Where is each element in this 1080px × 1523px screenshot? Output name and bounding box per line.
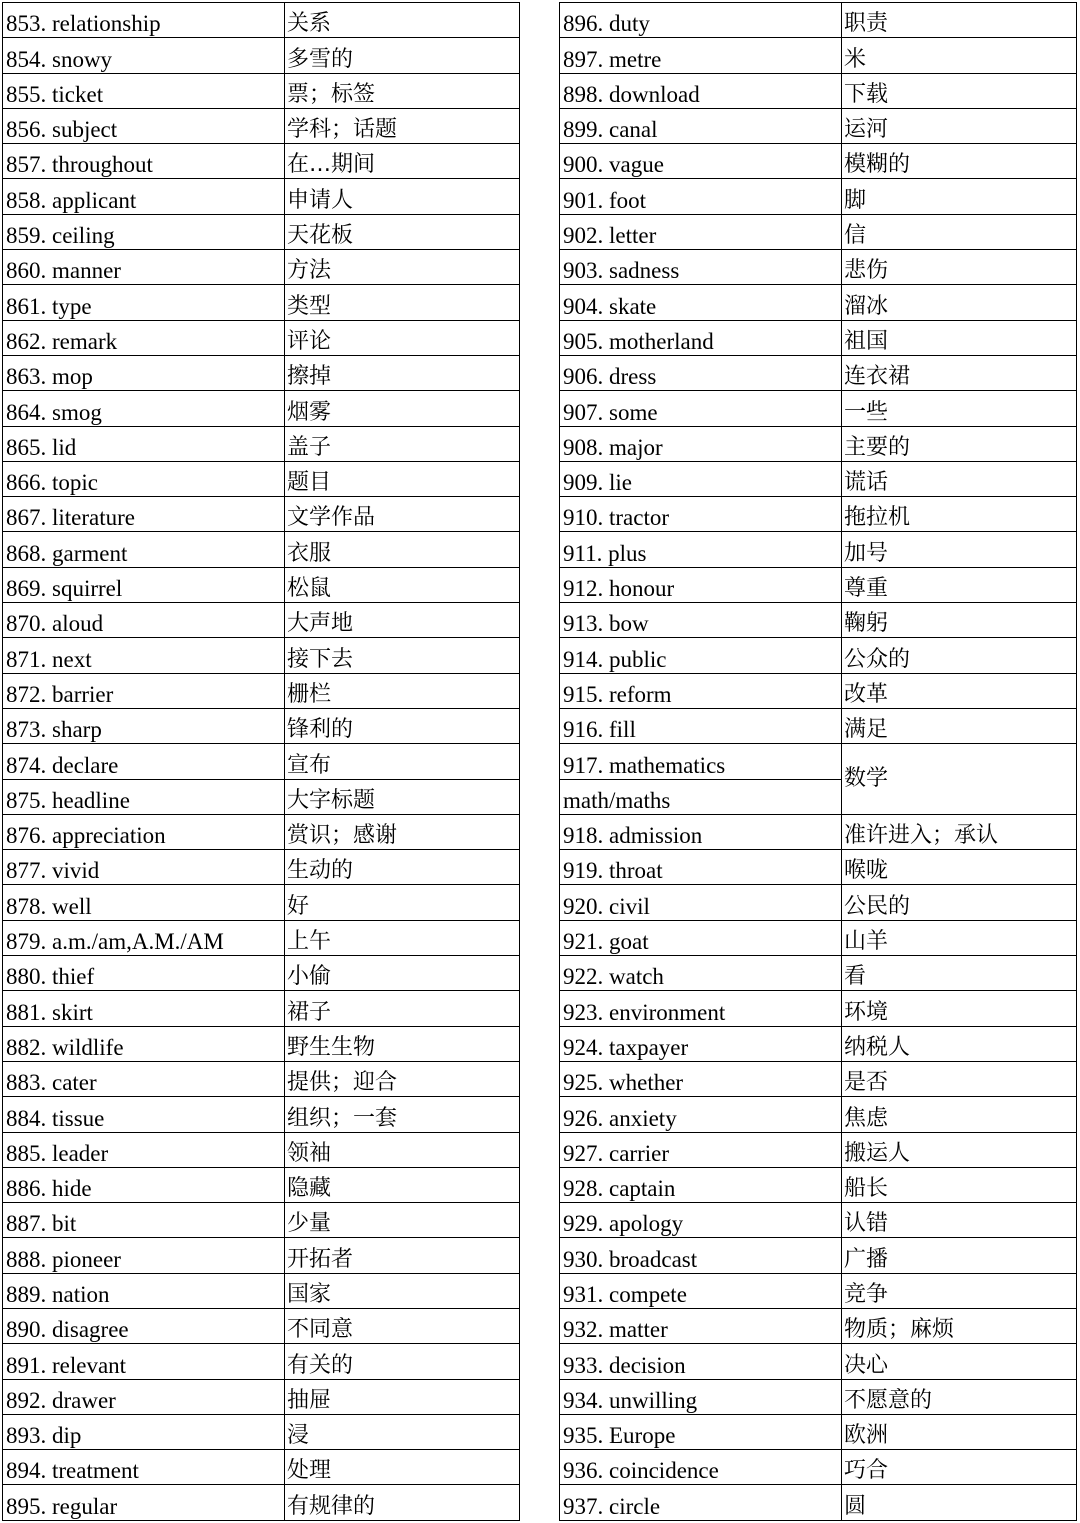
vocab-word: 900. vague [560, 144, 842, 179]
vocab-meaning: 宣布 [285, 744, 520, 779]
vocab-word: 923. environment [560, 991, 842, 1026]
vocab-word: 908. major [560, 426, 842, 461]
vocab-word: 915. reform [560, 673, 842, 708]
vocab-meaning: 好 [285, 885, 520, 920]
vocab-word: 931. compete [560, 1273, 842, 1308]
vocab-word: 899. canal [560, 108, 842, 143]
vocab-row [560, 285, 1077, 320]
vocab-meaning: 野生生物 [285, 1026, 520, 1061]
vocab-meaning: 谎话 [842, 461, 1077, 496]
vocab-word: 871. next [3, 638, 285, 673]
vocab-word: 895. regular [3, 1485, 285, 1520]
vocab-word: 872. barrier [3, 673, 285, 708]
vocab-word: 934. unwilling [560, 1379, 842, 1414]
vocab-word: 858. applicant [3, 179, 285, 214]
vocab-word: 877. vivid [3, 850, 285, 885]
vocab-meaning: 欧洲 [842, 1414, 1077, 1449]
vocab-row [560, 73, 1077, 108]
vocab-row [560, 850, 1077, 885]
vocab-word: 890. disagree [3, 1308, 285, 1343]
vocab-row [3, 1414, 520, 1449]
vocab-meaning: 巧合 [842, 1450, 1077, 1485]
vocab-word: 892. drawer [3, 1379, 285, 1414]
vocab-meaning: 物质；麻烦 [842, 1308, 1077, 1343]
vocab-word: 867. literature [3, 497, 285, 532]
vocab-meaning: 下载 [842, 73, 1077, 108]
vocab-meaning: 认错 [842, 1203, 1077, 1238]
vocab-meaning: 抽屉 [285, 1379, 520, 1414]
vocab-row [3, 391, 520, 426]
vocab-row [3, 885, 520, 920]
vocab-row [560, 1344, 1077, 1379]
vocab-row [3, 355, 520, 390]
vocab-word: 920. civil [560, 885, 842, 920]
vocab-word: 884. tissue [3, 1097, 285, 1132]
vocab-row [560, 532, 1077, 567]
vocab-word-line2: math/maths [560, 779, 842, 814]
vocab-row [560, 1485, 1077, 1520]
vocab-meaning: 浸 [285, 1414, 520, 1449]
vocab-meaning: 烟雾 [285, 391, 520, 426]
vocab-row [3, 426, 520, 461]
vocab-row [560, 391, 1077, 426]
vocab-meaning: 多雪的 [285, 38, 520, 73]
vocab-table-left [2, 2, 520, 1521]
vocab-word: 930. broadcast [560, 1238, 842, 1273]
vocab-word: 888. pioneer [3, 1238, 285, 1273]
vocab-word: 929. apology [560, 1203, 842, 1238]
vocab-word: 927. carrier [560, 1132, 842, 1167]
vocab-word: 935. Europe [560, 1414, 842, 1449]
vocab-meaning: 锋利的 [285, 708, 520, 743]
vocab-row [3, 250, 520, 285]
vocab-row [560, 920, 1077, 955]
vocab-meaning: 公众的 [842, 638, 1077, 673]
vocab-row [560, 108, 1077, 143]
vocab-row [560, 744, 1077, 779]
vocab-meaning: 鞠躬 [842, 603, 1077, 638]
vocab-word: 863. mop [3, 355, 285, 390]
vocab-word: 932. matter [560, 1308, 842, 1343]
vocab-word: 909. lie [560, 461, 842, 496]
vocab-row [3, 638, 520, 673]
vocab-row [560, 1450, 1077, 1485]
vocab-word: 907. some [560, 391, 842, 426]
vocab-meaning: 有关的 [285, 1344, 520, 1379]
vocab-meaning: 学科；话题 [285, 108, 520, 143]
vocab-row [3, 850, 520, 885]
vocab-row [560, 1273, 1077, 1308]
vocab-row [3, 1485, 520, 1520]
vocab-meaning: 悲伤 [842, 250, 1077, 285]
vocab-word: 881. skirt [3, 991, 285, 1026]
vocab-word: 897. metre [560, 38, 842, 73]
vocab-meaning: 米 [842, 38, 1077, 73]
vocab-row [560, 673, 1077, 708]
vocab-meaning: 隐藏 [285, 1167, 520, 1202]
vocab-meaning: 题目 [285, 461, 520, 496]
vocab-meaning: 处理 [285, 1450, 520, 1485]
vocab-row [3, 779, 520, 814]
vocab-row [560, 1203, 1077, 1238]
vocab-word: 889. nation [3, 1273, 285, 1308]
vocab-row [560, 320, 1077, 355]
vocab-meaning: 脚 [842, 179, 1077, 214]
vocab-word: 904. skate [560, 285, 842, 320]
vocab-meaning: 尊重 [842, 567, 1077, 602]
vocab-meaning: 大声地 [285, 603, 520, 638]
vocab-meaning: 衣服 [285, 532, 520, 567]
vocab-word: 861. type [3, 285, 285, 320]
vocab-meaning: 职责 [842, 3, 1077, 38]
vocab-meaning: 不同意 [285, 1308, 520, 1343]
vocab-meaning: 少量 [285, 1203, 520, 1238]
vocab-word: 911. plus [560, 532, 842, 567]
vocab-word: 913. bow [560, 603, 842, 638]
vocab-meaning: 圆 [842, 1485, 1077, 1520]
vocab-word: 854. snowy [3, 38, 285, 73]
vocab-meaning: 评论 [285, 320, 520, 355]
vocab-meaning: 提供；迎合 [285, 1061, 520, 1096]
vocab-row [560, 567, 1077, 602]
vocab-word: 933. decision [560, 1344, 842, 1379]
vocab-meaning: 生动的 [285, 850, 520, 885]
vocab-word: 918. admission [560, 814, 842, 849]
vocab-row [3, 38, 520, 73]
vocab-row [560, 603, 1077, 638]
vocab-meaning: 领袖 [285, 1132, 520, 1167]
vocab-row [560, 179, 1077, 214]
vocab-word: 896. duty [560, 3, 842, 38]
vocab-meaning: 焦虑 [842, 1097, 1077, 1132]
vocab-meaning: 主要的 [842, 426, 1077, 461]
vocab-meaning: 信 [842, 214, 1077, 249]
vocab-word: 924. taxpayer [560, 1026, 842, 1061]
vocab-meaning: 组织；一套 [285, 1097, 520, 1132]
vocab-row [560, 956, 1077, 991]
vocab-meaning: 数学 [842, 744, 1077, 815]
vocab-meaning: 文学作品 [285, 497, 520, 532]
vocab-meaning: 开拓者 [285, 1238, 520, 1273]
vocab-word: 885. leader [3, 1132, 285, 1167]
vocab-row [3, 567, 520, 602]
vocab-row [3, 144, 520, 179]
vocab-row [560, 1097, 1077, 1132]
vocab-word: 910. tractor [560, 497, 842, 532]
vocab-row [3, 1273, 520, 1308]
vocab-word: 901. foot [560, 179, 842, 214]
vocab-row [560, 1308, 1077, 1343]
vocab-word: 873. sharp [3, 708, 285, 743]
vocab-word: 875. headline [3, 779, 285, 814]
vocab-row [3, 108, 520, 143]
vocab-meaning: 连衣裙 [842, 355, 1077, 390]
vocab-row [3, 1097, 520, 1132]
vocab-meaning: 满足 [842, 708, 1077, 743]
vocab-row [560, 144, 1077, 179]
vocab-word: 921. goat [560, 920, 842, 955]
vocab-meaning: 盖子 [285, 426, 520, 461]
vocab-meaning: 天花板 [285, 214, 520, 249]
vocab-row [560, 1061, 1077, 1096]
vocab-meaning: 方法 [285, 250, 520, 285]
vocab-row [560, 3, 1077, 38]
vocab-row [3, 1379, 520, 1414]
vocab-row [3, 285, 520, 320]
vocab-meaning: 大字标题 [285, 779, 520, 814]
vocab-word: 869. squirrel [3, 567, 285, 602]
vocab-meaning: 小偷 [285, 956, 520, 991]
vocab-row [3, 603, 520, 638]
vocab-word: 878. well [3, 885, 285, 920]
vocab-word: 902. letter [560, 214, 842, 249]
vocab-meaning: 关系 [285, 3, 520, 38]
vocab-meaning: 公民的 [842, 885, 1077, 920]
vocab-meaning: 票；标签 [285, 73, 520, 108]
vocab-row [3, 179, 520, 214]
vocab-word: 880. thief [3, 956, 285, 991]
vocab-row [3, 73, 520, 108]
vocab-meaning: 不愿意的 [842, 1379, 1077, 1414]
vocab-word: 859. ceiling [3, 214, 285, 249]
vocab-row [3, 744, 520, 779]
vocab-meaning: 山羊 [842, 920, 1077, 955]
vocab-row [560, 1238, 1077, 1273]
vocab-row [560, 497, 1077, 532]
vocab-word: 914. public [560, 638, 842, 673]
vocab-meaning: 祖国 [842, 320, 1077, 355]
vocab-word: 928. captain [560, 1167, 842, 1202]
vocab-word: 937. circle [560, 1485, 842, 1520]
vocab-meaning: 环境 [842, 991, 1077, 1026]
vocab-row [560, 991, 1077, 1026]
vocab-row [3, 1026, 520, 1061]
vocab-row [560, 1379, 1077, 1414]
vocab-word: 912. honour [560, 567, 842, 602]
vocab-row [3, 532, 520, 567]
vocab-row [560, 1026, 1077, 1061]
vocab-row [3, 1450, 520, 1485]
vocab-word: 903. sadness [560, 250, 842, 285]
vocab-row [3, 3, 520, 38]
vocab-word: 886. hide [3, 1167, 285, 1202]
vocab-row [3, 214, 520, 249]
vocab-meaning: 船长 [842, 1167, 1077, 1202]
vocab-word: 894. treatment [3, 1450, 285, 1485]
vocab-word: 857. throughout [3, 144, 285, 179]
vocab-meaning: 赏识；感谢 [285, 814, 520, 849]
vocab-meaning: 接下去 [285, 638, 520, 673]
vocab-row [560, 355, 1077, 390]
vocab-row [560, 1414, 1077, 1449]
vocab-row [560, 1132, 1077, 1167]
vocab-word: 926. anxiety [560, 1097, 842, 1132]
vocab-meaning: 裙子 [285, 991, 520, 1026]
vocab-word: 855. ticket [3, 73, 285, 108]
vocab-row [3, 708, 520, 743]
vocab-meaning: 在…期间 [285, 144, 520, 179]
vocab-meaning: 纳税人 [842, 1026, 1077, 1061]
vocab-meaning: 一些 [842, 391, 1077, 426]
vocab-meaning: 喉咙 [842, 850, 1077, 885]
vocab-word: 917. mathematics [560, 744, 842, 779]
vocab-word: 925. whether [560, 1061, 842, 1096]
vocab-row [3, 461, 520, 496]
vocab-word: 860. manner [3, 250, 285, 285]
vocab-word: 936. coincidence [560, 1450, 842, 1485]
vocab-word: 893. dip [3, 1414, 285, 1449]
vocab-row [3, 1061, 520, 1096]
vocab-word: 866. topic [3, 461, 285, 496]
vocab-row [3, 1132, 520, 1167]
vocab-word: 882. wildlife [3, 1026, 285, 1061]
vocab-meaning: 广播 [842, 1238, 1077, 1273]
vocab-meaning: 准许进入；承认 [842, 814, 1077, 849]
vocab-meaning: 溜冰 [842, 285, 1077, 320]
vocab-meaning: 搬运人 [842, 1132, 1077, 1167]
vocab-meaning: 改革 [842, 673, 1077, 708]
vocab-row [3, 320, 520, 355]
vocab-row [3, 991, 520, 1026]
vocab-word: 922. watch [560, 956, 842, 991]
vocab-row [3, 920, 520, 955]
vocab-word: 874. declare [3, 744, 285, 779]
vocab-word: 870. aloud [3, 603, 285, 638]
vocab-row [560, 214, 1077, 249]
vocab-meaning: 是否 [842, 1061, 1077, 1096]
vocab-word: 853. relationship [3, 3, 285, 38]
vocab-row [3, 956, 520, 991]
vocab-meaning: 类型 [285, 285, 520, 320]
vocab-word: 865. lid [3, 426, 285, 461]
vocab-meaning: 栅栏 [285, 673, 520, 708]
vocab-word: 891. relevant [3, 1344, 285, 1379]
vocab-word: 883. cater [3, 1061, 285, 1096]
vocab-row [3, 1308, 520, 1343]
vocab-meaning: 上午 [285, 920, 520, 955]
vocab-word: 905. motherland [560, 320, 842, 355]
vocab-meaning: 模糊的 [842, 144, 1077, 179]
vocab-meaning: 拖拉机 [842, 497, 1077, 532]
vocab-word: 916. fill [560, 708, 842, 743]
vocab-row [3, 814, 520, 849]
vocab-meaning: 看 [842, 956, 1077, 991]
vocab-meaning: 加号 [842, 532, 1077, 567]
vocab-row [3, 1344, 520, 1379]
vocab-row [560, 38, 1077, 73]
vocab-word: 879. a.m./am,A.M./AM [3, 920, 285, 955]
vocab-row [3, 1203, 520, 1238]
vocab-table-right [559, 2, 1077, 1521]
vocab-meaning: 申请人 [285, 179, 520, 214]
vocab-meaning: 有规律的 [285, 1485, 520, 1520]
vocab-row [3, 673, 520, 708]
vocab-meaning: 松鼠 [285, 567, 520, 602]
vocab-row [560, 426, 1077, 461]
vocab-row [3, 1167, 520, 1202]
vocab-meaning: 运河 [842, 108, 1077, 143]
vocab-word: 919. throat [560, 850, 842, 885]
vocab-meaning: 决心 [842, 1344, 1077, 1379]
vocab-row [3, 1238, 520, 1273]
vocab-meaning: 擦掉 [285, 355, 520, 390]
vocab-row [560, 461, 1077, 496]
vocab-row [560, 638, 1077, 673]
vocab-meaning: 国家 [285, 1273, 520, 1308]
vocab-word: 876. appreciation [3, 814, 285, 849]
vocab-row [560, 885, 1077, 920]
vocab-word: 856. subject [3, 108, 285, 143]
vocab-row [560, 708, 1077, 743]
vocab-row [3, 497, 520, 532]
vocab-row [560, 814, 1077, 849]
vocab-word: 898. download [560, 73, 842, 108]
vocab-row [560, 1167, 1077, 1202]
vocab-word: 868. garment [3, 532, 285, 567]
vocab-word: 862. remark [3, 320, 285, 355]
vocab-meaning: 竞争 [842, 1273, 1077, 1308]
vocab-word: 864. smog [3, 391, 285, 426]
vocab-word: 906. dress [560, 355, 842, 390]
vocab-word: 887. bit [3, 1203, 285, 1238]
vocab-row [560, 250, 1077, 285]
